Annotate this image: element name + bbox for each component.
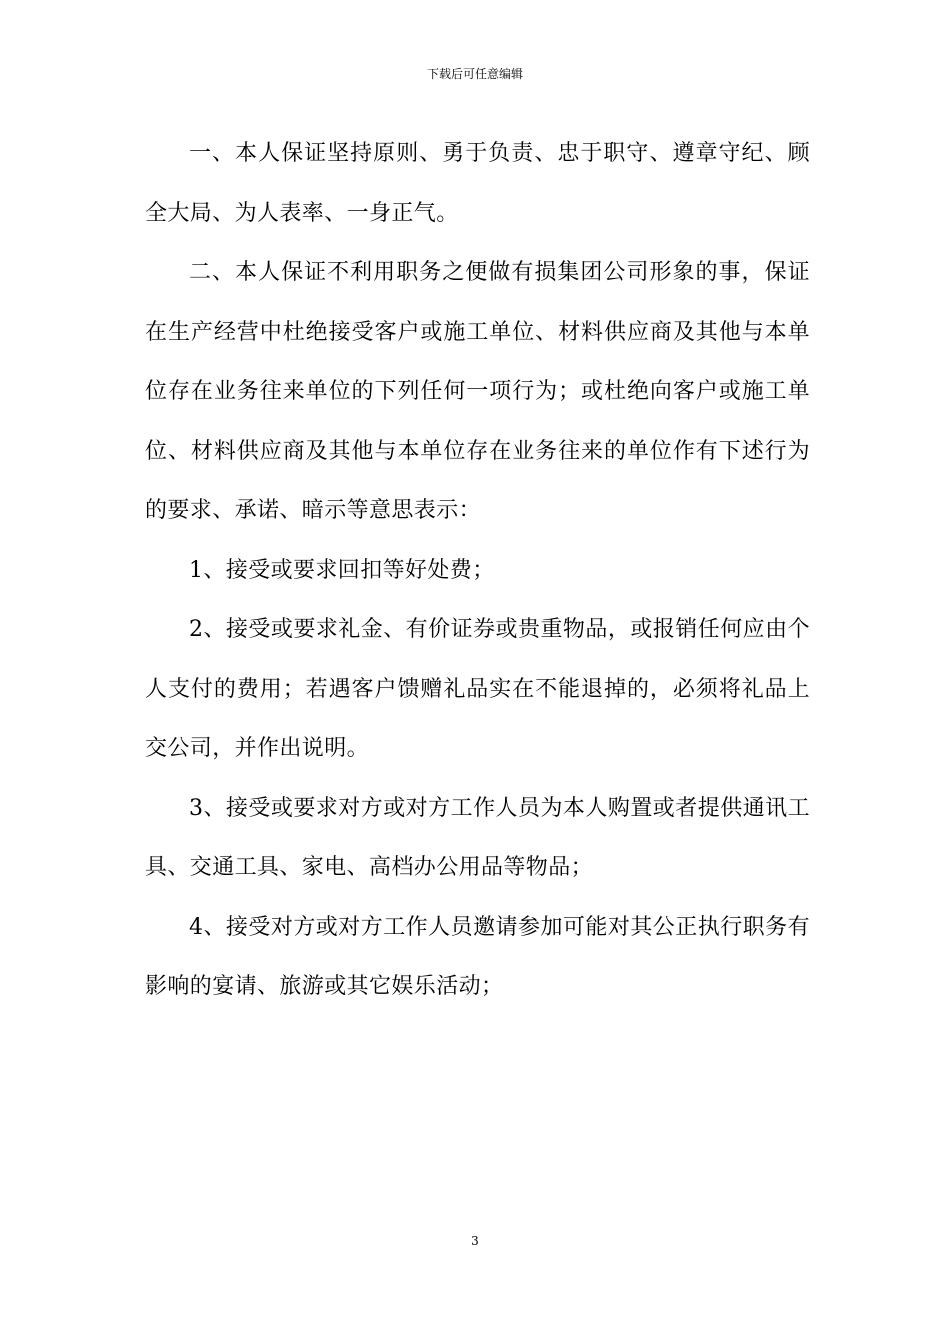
paragraph-principles: 一、本人保证坚持原则、勇于负责、忠于职守、遵章守纪、顾全大局、为人表率、一身正气。 [145, 141, 810, 226]
document-body [145, 124, 810, 1017]
page-header: 下载后可任意编辑 [426, 67, 523, 81]
paragraph-no-abuse-of-position: 二、本人保证不利用职务之便做有损集团公司形象的事，保证在生产经营中杜绝接受客户或施工单位、材料供应商及其他与本单位存在业务往来单位的下列任何一项行为；或杜绝向客户或施工单位、材料供应商及其他与本单位存在业务往来的单位作有下述行为的要求、承诺、暗示等意思表示： [145, 260, 810, 523]
paragraph-item-4: 4、接受对方或对方工作人员邀请参加可能对其公正执行职务有影响的宴请、旅游或其它娱乐活动； [145, 914, 810, 999]
paragraph-item-1: 1、接受或要求回扣等好处费； [189, 557, 495, 583]
page-number: 3 [471, 1234, 479, 1248]
paragraph-item-2: 2、接受或要求礼金、有价证券或贵重物品，或报销任何应由个人支付的费用；若遇客户馈赠礼品实在不能退掉的，必须将礼品上交公司，并作出说明。 [145, 617, 810, 761]
paragraph-item-3: 3、接受或要求对方或对方工作人员为本人购置或者提供通讯工具、交通工具、家电、高档办公用品等物品； [145, 795, 810, 880]
